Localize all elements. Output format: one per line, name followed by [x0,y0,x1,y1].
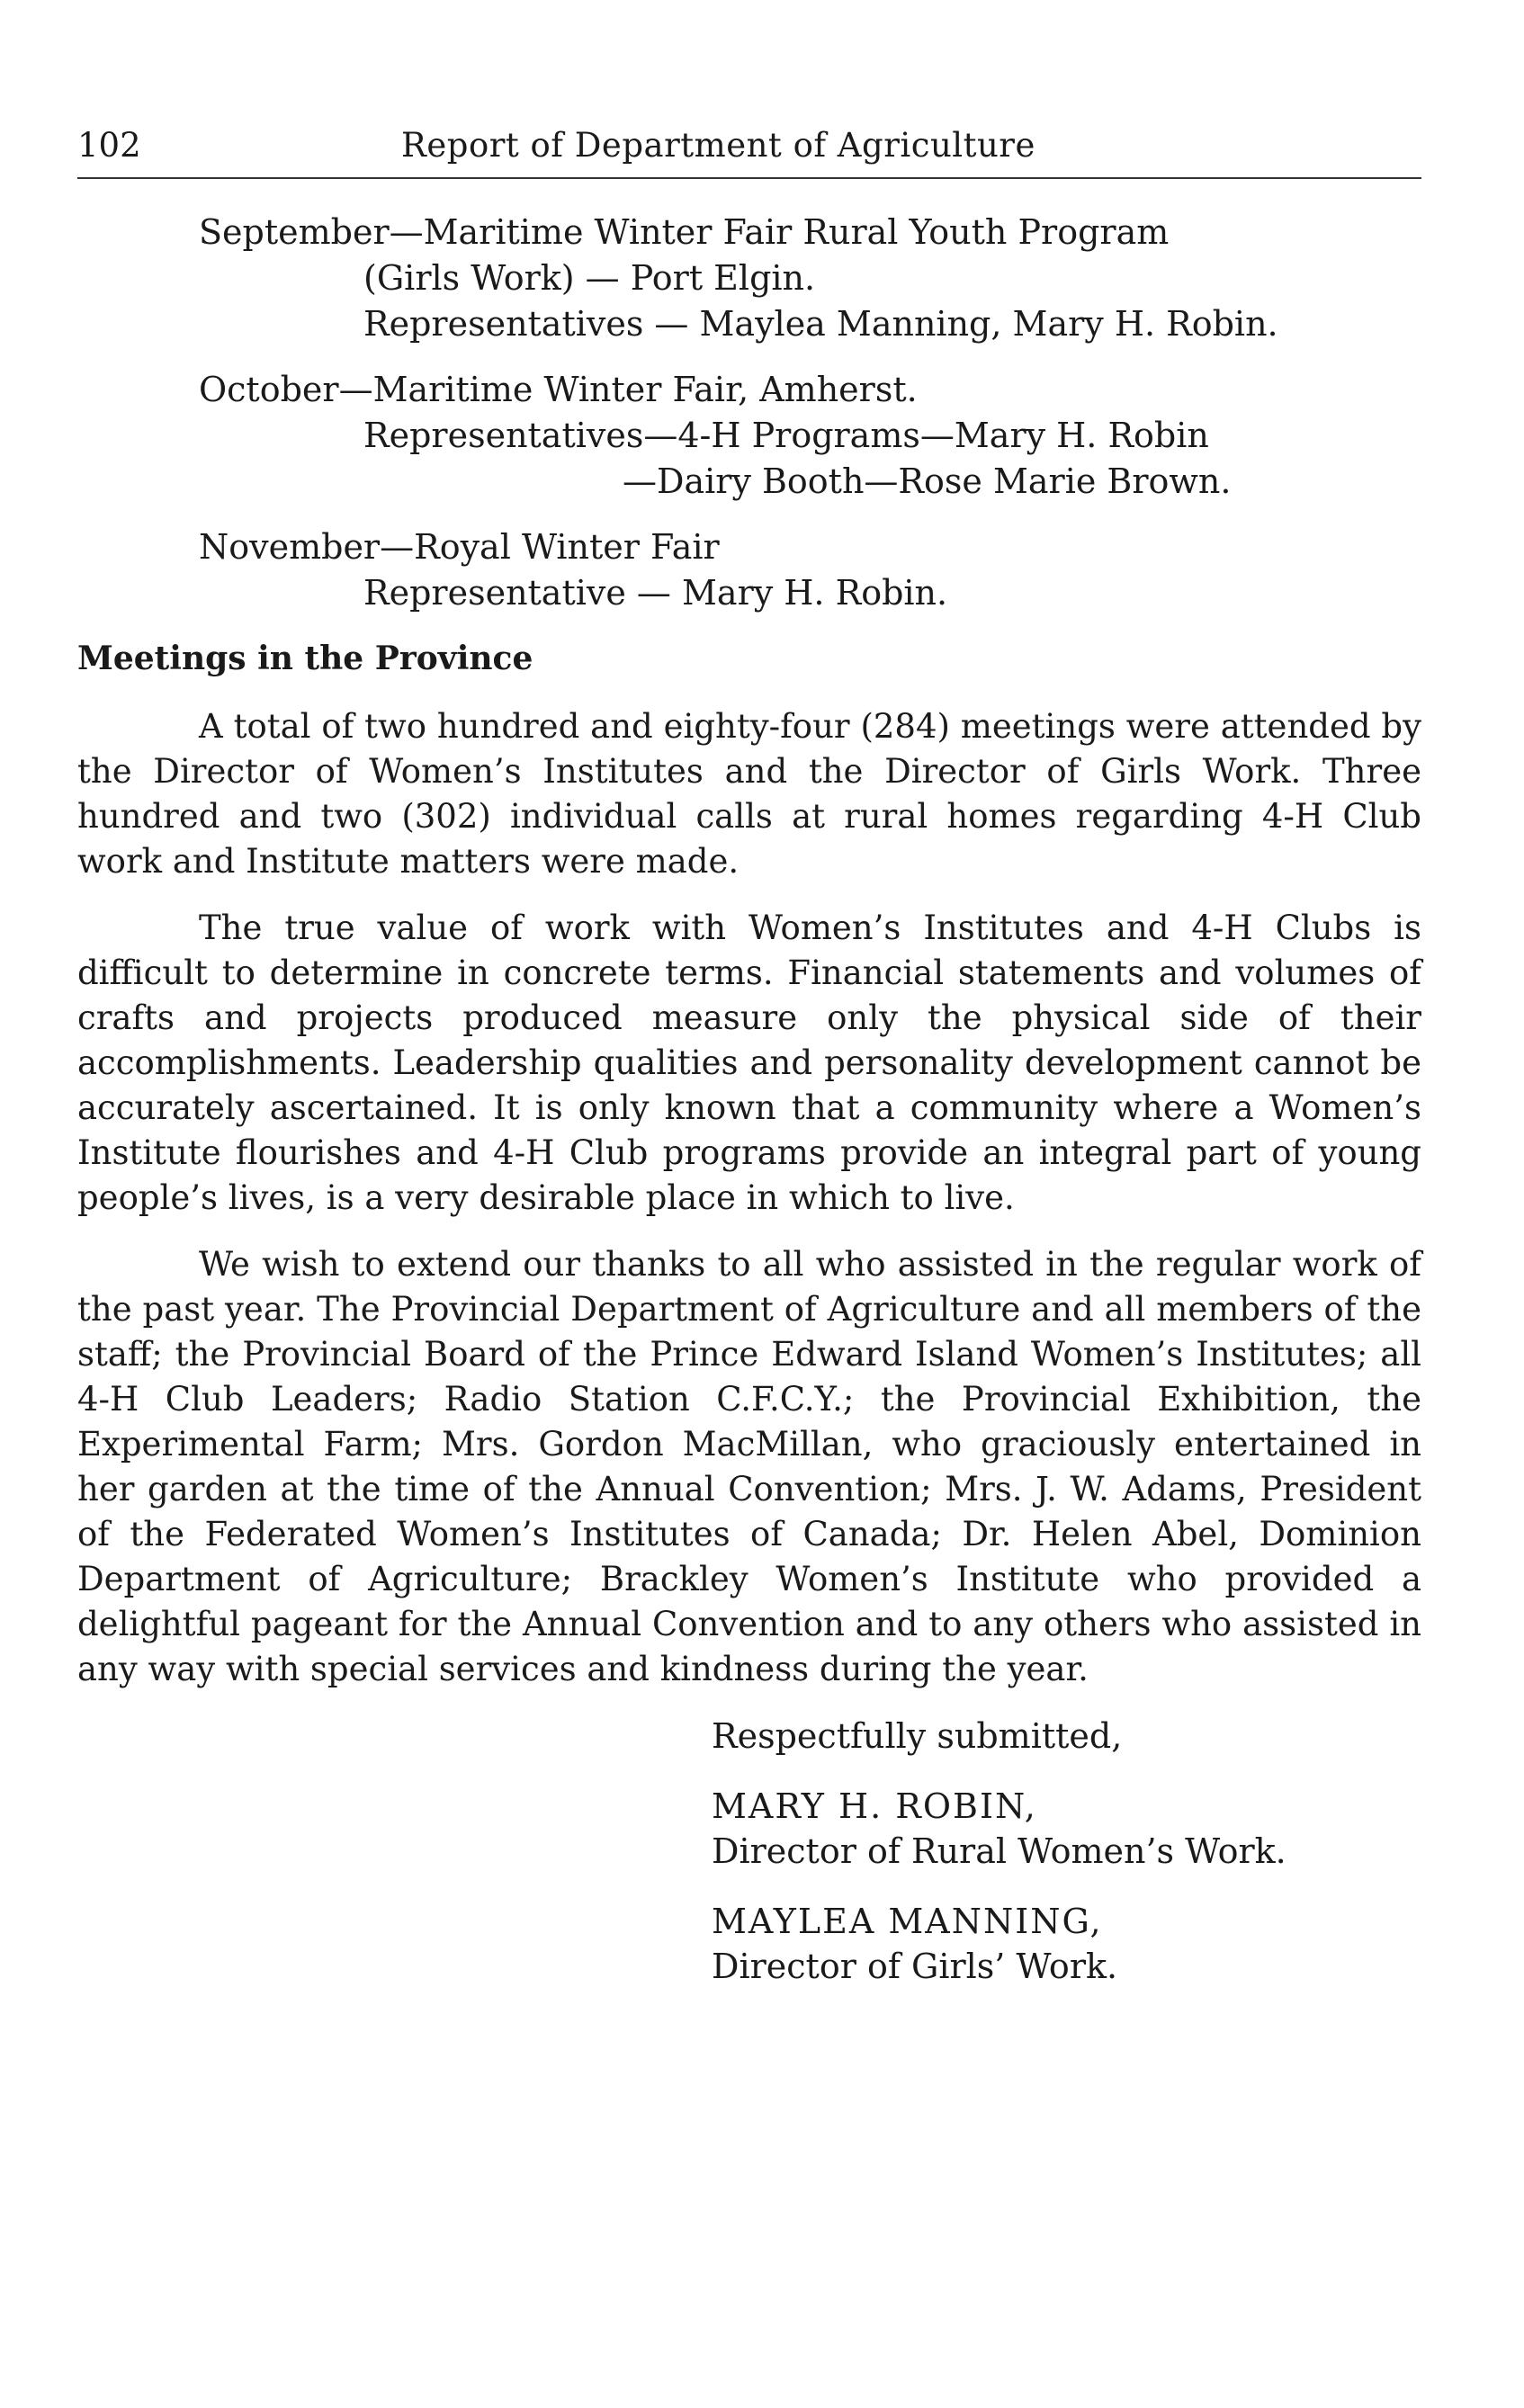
signatory-title: Director of Rural Women’s Work. [712,1831,1286,1871]
event-detail: —Dairy Booth—Rose Marie Brown. [623,461,1232,501]
event-detail: Representative — Mary H. Robin. [363,573,948,613]
section-heading: Meetings in the Province [77,640,533,677]
event-heading: October—Maritime Winter Fair, Amherst. [199,370,918,409]
page-number: 102 [77,126,141,165]
event-detail: (Girls Work) — Port Elgin. [363,258,816,298]
event-october [77,367,1421,505]
document-page [77,126,1421,2014]
paragraph-meetings: A total of two hundred and eighty-four (284) meetings were attended by the Director of Women’s Institutes and the Director of Girls Work. Three hundred and two (302) individual calls at rural homes regarding 4-H Club work and Institute matters were made. [77,707,1421,881]
running-title: Report of Department of Agriculture [401,126,1035,165]
event-heading: September—Maritime Winter Fair Rural Youth Program [199,212,1170,252]
closing-block [712,1714,1421,1989]
signatory-name: MARY H. ROBIN, [712,1786,1037,1826]
signatory-title: Director of Girls’ Work. [712,1947,1118,1986]
signatory [712,1899,1421,1989]
event-detail: Representatives—4-H Programs—Mary H. Robin [363,416,1209,455]
event-detail: Representatives — Maylea Manning, Mary H. Robin. [363,304,1278,344]
page-header [77,126,1421,179]
event-september [77,210,1421,347]
event-heading: November—Royal Winter Fair [199,527,720,567]
paragraph-value: The true value of work with Women’s Institutes and 4-H Clubs is difficult to determine in concrete terms. Financial statements and volumes of crafts and projects produced measure only the physical side of their accomplishments. Leadership qualities and personality development cannot be accurately ascertained. It is only known that a community where a Women’s Institute flourishes and 4-H Club programs provide an integral part of young people’s lives, is a very desirable place in which to live. [77,909,1421,1217]
signatory [712,1784,1421,1874]
signatory-name: MAYLEA MANNING, [712,1902,1103,1941]
event-november [77,524,1421,616]
event-list [77,210,1421,616]
paragraph-thanks: We wish to extend our thanks to all who assisted in the regular work of the past year. The Provincial Department of Agriculture and all members of the staff; the Provincial Board of the Prince Edward Island Women’s Institutes; all 4-H Club Leaders; Radio Station C.F.C.Y.; the Provincial Exhibition, the Experimental Farm; Mrs. Gordon MacMillan, who graciously entertained in her garden at the time of the Annual Convention; Mrs. J. W. Adams, President of the Federated Women’s Institutes of Canada; Dr. Helen Abel, Dominion Department of Agriculture; Brackley Women’s Institute who provided a delightful pageant for the Annual Convention and to any others who assisted in any way with special services and kindness during the year. [77,1245,1421,1688]
salutation: Respectfully submitted, [712,1716,1123,1756]
